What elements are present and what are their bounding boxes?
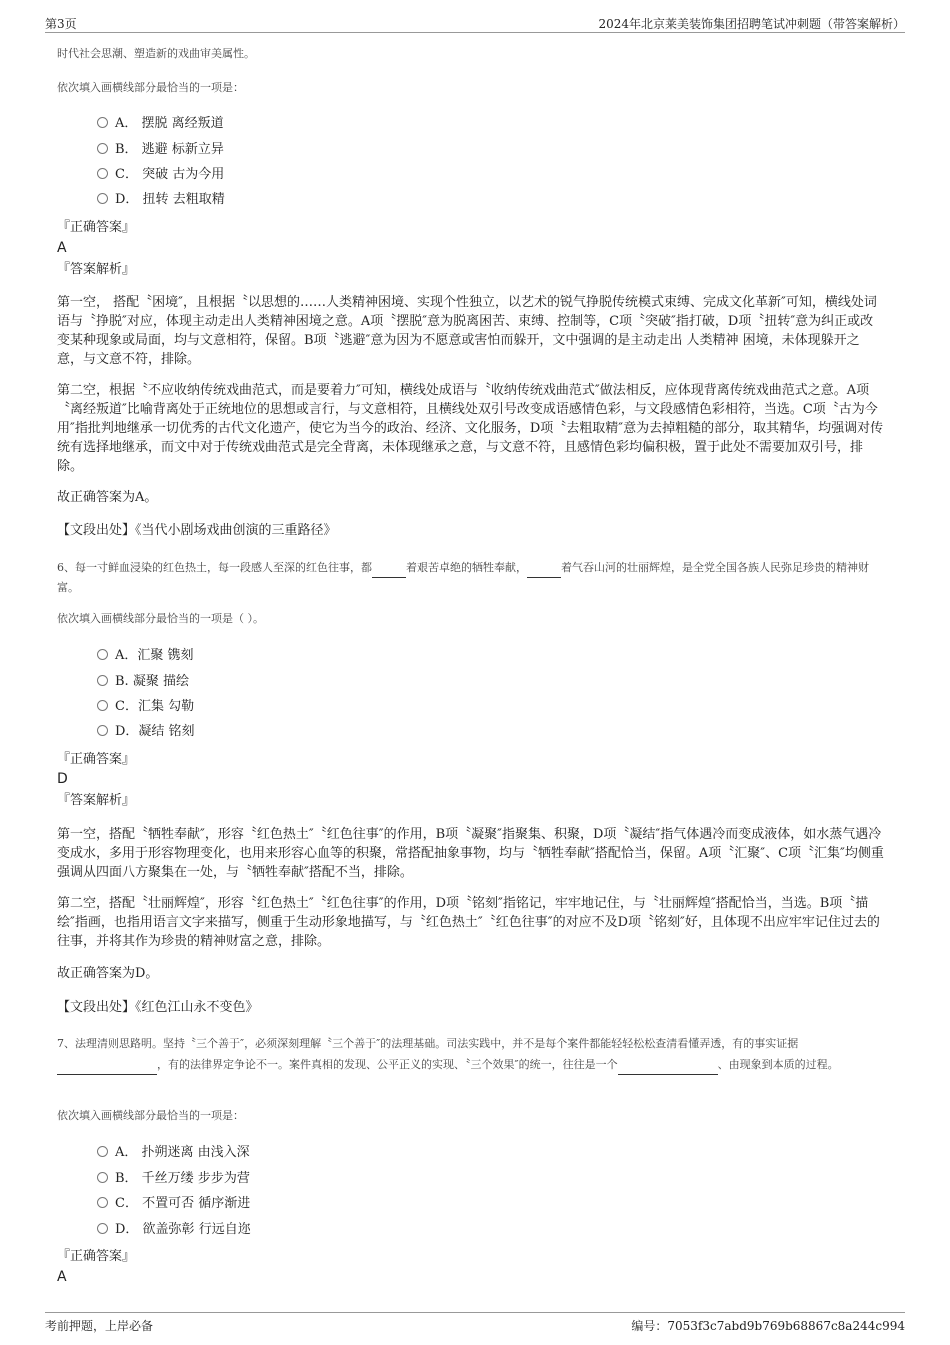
q7-prompt: 依次填入画横线部分最恰当的一项是： — [57, 1109, 244, 1122]
radio-icon[interactable] — [97, 700, 108, 711]
radio-icon[interactable] — [97, 1172, 108, 1183]
q6-answer: D — [57, 771, 68, 787]
q6-answer-tag: 『正确答案』 — [57, 752, 136, 767]
q6-option-c[interactable]: C．汇集 勾勒 — [97, 697, 194, 717]
q7-answer: A — [57, 1269, 67, 1285]
radio-icon[interactable] — [97, 143, 108, 154]
q6-option-b[interactable]: B. 凝聚 描绘 — [97, 672, 189, 692]
q6-source: 【文段出处】《红色江山永不变色》 — [57, 1000, 259, 1015]
q7-stem: 7、法理清则思路明。坚持〝三个善于″，必须深刻理解〝三个善于″的法理基础。司法实践中，并不是每个案件都能轻轻松松查清看懂弄透，有的事实证据 ，有的法律界定争论不一。案件真相的发现、公平正义的实现、〝三个效果″的统一，往往是一个 、由现象到本质的过程。 — [57, 1034, 885, 1075]
radio-icon[interactable] — [97, 117, 108, 128]
q5-source: 【文段出处】《当代小剧场戏曲创演的三重路径》 — [57, 523, 337, 538]
q6-stem: 6、每一寸鲜血浸染的红色热土，每一段感人至深的红色往事，都 着艰苦卓绝的牺牲奉献， 着气吞山河的壮丽辉煌，是全党全国各族人民弥足珍贵的精神财富。 — [57, 557, 885, 598]
radio-icon[interactable] — [97, 1146, 108, 1157]
q7-option-b[interactable]: B． 千丝万缕 步步为营 — [97, 1169, 250, 1189]
q7-option-c[interactable]: C． 不置可否 循序渐进 — [97, 1194, 250, 1214]
q6-option-d[interactable]: D．凝结 铭刻 — [97, 722, 195, 742]
q6-analysis-2: 第二空，搭配〝壮丽辉煌″，形容〝红色热土″〝红色往事″的作用，D项〝铭刻″指铭记，牢牢地记住，与〝壮丽辉煌″搭配恰当，当选。B项〝描绘″指画，也指用语言文字来描写，侧重于生动形象地描写，与〝红色热土″〝红色往事″的对应不及D项〝铭刻″好，且体现不出应牢牢记住过去的往事，并将其作为珍贵的精神财富之意，排除。 — [57, 896, 880, 949]
q6-conclusion: 故正确答案为D。 — [57, 966, 159, 981]
q5-option-b[interactable]: B． 逃避 标新立异 — [97, 140, 224, 160]
q5-option-a[interactable]: A． 摆脱 离经叛道 — [97, 114, 224, 134]
page-number: 第3页 — [45, 17, 77, 31]
radio-icon[interactable] — [97, 168, 108, 179]
q6-analysis-1: 第一空，搭配〝牺牲奉献″，形容〝红色热土″〝红色往事″的作用，B项〝凝聚″指聚集、积聚，D项〝凝结″指气体遇冷而变成液体，如水蒸气遇冷变成水，多用于形容物理变化，也用来形容心血等的积聚，常搭配抽象事物，均与〝牺牲奉献″搭配恰当，保留。A项〝汇聚″、C项〝汇集″均侧重强调从四面八方聚集在一处，与〝牺牲奉献″搭配不当，排除。 — [57, 827, 884, 880]
q6-option-a[interactable]: A．汇聚 镌刻 — [97, 646, 194, 666]
radio-icon[interactable] — [97, 675, 108, 686]
q5-tail: 时代社会思潮、塑造新的戏曲审美属性。 — [57, 47, 255, 60]
page-footer — [45, 1312, 905, 1337]
blank-1 — [372, 557, 406, 578]
q6-analysis-tag: 『答案解析』 — [57, 793, 136, 808]
radio-icon[interactable] — [97, 1197, 108, 1208]
q5-option-d[interactable]: D． 扭转 去粗取精 — [97, 190, 225, 210]
q5-conclusion: 故正确答案为A。 — [57, 490, 158, 505]
document-id: 编号：7053f3c7abd9b769b68867c8a244c994 — [631, 1319, 905, 1333]
blank-2 — [618, 1054, 718, 1075]
q5-answer: A — [57, 240, 67, 256]
radio-icon[interactable] — [97, 649, 108, 660]
q6-prompt: 依次填入画横线部分最恰当的一项是（ ）。 — [57, 612, 264, 625]
q7-option-d[interactable]: D． 欲盖弥彰 行远自迩 — [97, 1220, 251, 1240]
page-header — [45, 10, 905, 33]
q5-analysis-1: 第一空， 搭配〝困境″，且根据〝以思想的……人类精神困境、实现个性独立，以艺术的锐气挣脱传统模式束缚、完成文化革新″可知，横线处词语与〝挣脱″对应，体现主动走出人类精神困境之意。A项〝摆脱″意为脱离困苦、束缚、控制等，C项〝突破″指打破，D项〝扭转″意为纠正或改变某种现象或局面，均与文意相符，保留。B项〝逃避″意为因为不愿意或害怕而躲开，文中强调的是主动走出 人类精神 困境，未体现躲开之意，与文意不符，排除。 — [57, 295, 877, 367]
q5-answer-tag: 『正确答案』 — [57, 220, 136, 235]
blank-2 — [527, 557, 561, 578]
q5-prompt: 依次填入画横线部分最恰当的一项是： — [57, 81, 244, 94]
q5-analysis-2: 第二空，根据〝不应收纳传统戏曲范式，而是要着力″可知，横线处成语与〝收纳传统戏曲范式″做法相反，应体现背离传统戏曲范式之意。A项〝离经叛道″比喻背离处于正统地位的思想或言行，与文意相符，且横线处双引号改变成语感情色彩，与文段感情色彩相符，当选。C项〝古为今用″指批判地继承一切优秀的古代文化遗产，使它为当今的政治、经济、文化服务，D项〝去粗取精″意为去掉粗糙的部分，取其精华，均强调对传统有选择地继承，而文中对于传统戏曲范式是完全背离，未体现继承之意，与文意不符，且感情色彩均偏积极，置于此处不需要加双引号，排除。 — [57, 383, 884, 474]
radio-icon[interactable] — [97, 725, 108, 736]
document-title: 2024年北京莱美装饰集团招聘笔试冲刺题（带答案解析） — [598, 17, 905, 31]
q7-option-a[interactable]: A． 扑朔迷离 由浅入深 — [97, 1143, 250, 1163]
q5-analysis-tag: 『答案解析』 — [57, 262, 136, 277]
footer-slogan: 考前押题，上岸必备 — [45, 1319, 154, 1333]
radio-icon[interactable] — [97, 1223, 108, 1234]
radio-icon[interactable] — [97, 193, 108, 204]
q7-answer-tag: 『正确答案』 — [57, 1249, 136, 1264]
q5-option-c[interactable]: C． 突破 古为今用 — [97, 165, 224, 185]
blank-1 — [57, 1054, 157, 1075]
